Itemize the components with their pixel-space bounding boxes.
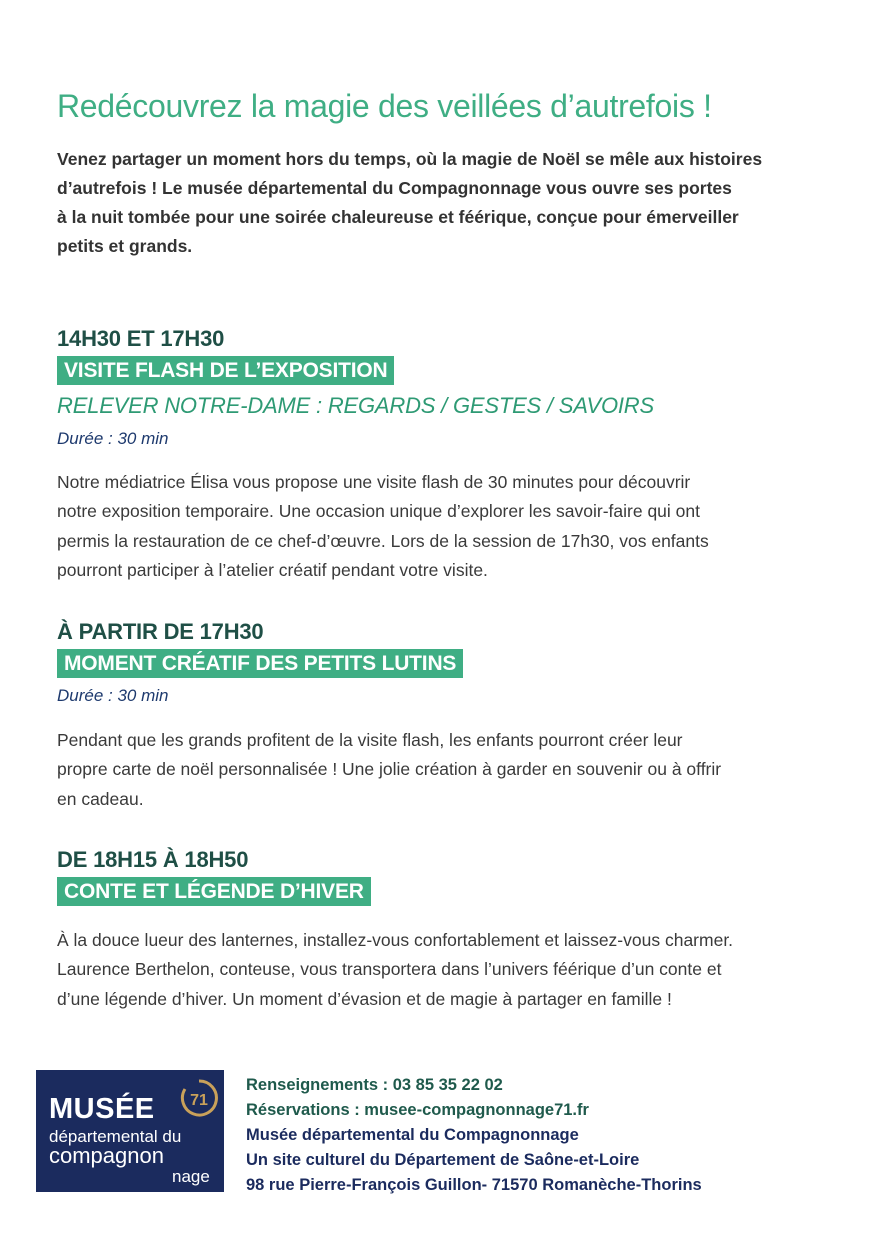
event-description <box>57 926 827 1014</box>
description-line: pourront participer à l’atelier créatif pendant votre visite. <box>57 559 488 580</box>
museum-name: Musée départemental du Compagnonnage <box>246 1126 579 1144</box>
event-duration: Durée : 30 min <box>57 686 169 705</box>
intro-line: petits et grands. <box>57 236 193 256</box>
phone-info: Renseignements : 03 85 35 22 02 <box>246 1076 503 1094</box>
event-label: MOMENT CRÉATIF DES PETITS LUTINS <box>57 649 463 678</box>
intro-line: Venez partager un moment hors du temps, où la magie de Noël se mêle aux histoires <box>57 149 763 169</box>
logo-line: compagnon <box>49 1143 164 1168</box>
description-line: permis la restauration de ce chef-d’œuvre. Lors de la session de 17h30, vos enfants <box>57 530 709 551</box>
logo-title: MUSÉE <box>49 1093 155 1125</box>
event-label: CONTE ET LÉGENDE D’HIVER <box>57 877 371 906</box>
intro-line: à la nuit tombée pour une soirée chaleureuse et féérique, conçue pour émerveiller <box>57 207 739 227</box>
site-info: Un site culturel du Département de Saône-et-Loire <box>246 1151 640 1169</box>
event-time: 14H30 ET 17H30 <box>57 326 225 351</box>
description-line: d’une légende d’hiver. Un moment d’évasion et de magie à partager en famille ! <box>57 988 672 1009</box>
event-label: VISITE FLASH DE L’EXPOSITION <box>57 356 394 385</box>
compass-71-icon <box>179 1078 219 1118</box>
event-subtitle: RELEVER NOTRE-DAME : REGARDS / GESTES / SAVOIRS <box>57 393 654 418</box>
logo-line: départemental du <box>49 1127 182 1146</box>
event-description <box>57 468 827 585</box>
description-line: en cadeau. <box>57 788 144 809</box>
museum-logo <box>36 1070 224 1192</box>
description-line: Pendant que les grands profitent de la visite flash, les enfants pourront créer leur <box>57 730 683 750</box>
description-line: notre exposition temporaire. Une occasion unique d’explorer les savoir-faire qui ont <box>57 501 700 522</box>
event-time: À PARTIR DE 17H30 <box>57 619 264 644</box>
description-line: Notre médiatrice Élisa vous propose une visite flash de 30 minutes pour découvrir <box>57 472 691 492</box>
event-duration: Durée : 30 min <box>57 429 169 448</box>
intro-paragraph <box>57 145 797 261</box>
address: 98 rue Pierre-François Guillon- 71570 Romanèche-Thorins <box>246 1176 702 1194</box>
event-time: DE 18H15 À 18H50 <box>57 847 249 872</box>
logo-badge-text: 71 <box>190 1092 208 1109</box>
event-description <box>57 726 827 814</box>
description-line: Laurence Berthelon, conteuse, vous transportera dans l’univers féérique d’un conte et <box>57 959 722 980</box>
logo-line: nage <box>172 1167 210 1186</box>
reservations-link[interactable]: Réservations : musee-compagnonnage71.fr <box>246 1101 589 1119</box>
page-title: Redécouvrez la magie des veillées d’autrefois ! <box>57 88 712 124</box>
description-line: propre carte de noël personnalisée ! Une jolie création à garder en souvenir ou à offrir <box>57 759 722 780</box>
description-line: À la douce lueur des lanternes, installez-vous confortablement et laissez-vous charmer. <box>57 930 734 950</box>
contact-block <box>246 1073 702 1198</box>
intro-line: d’autrefois ! Le musée départemental du Compagnonnage vous ouvre ses portes <box>57 178 732 198</box>
